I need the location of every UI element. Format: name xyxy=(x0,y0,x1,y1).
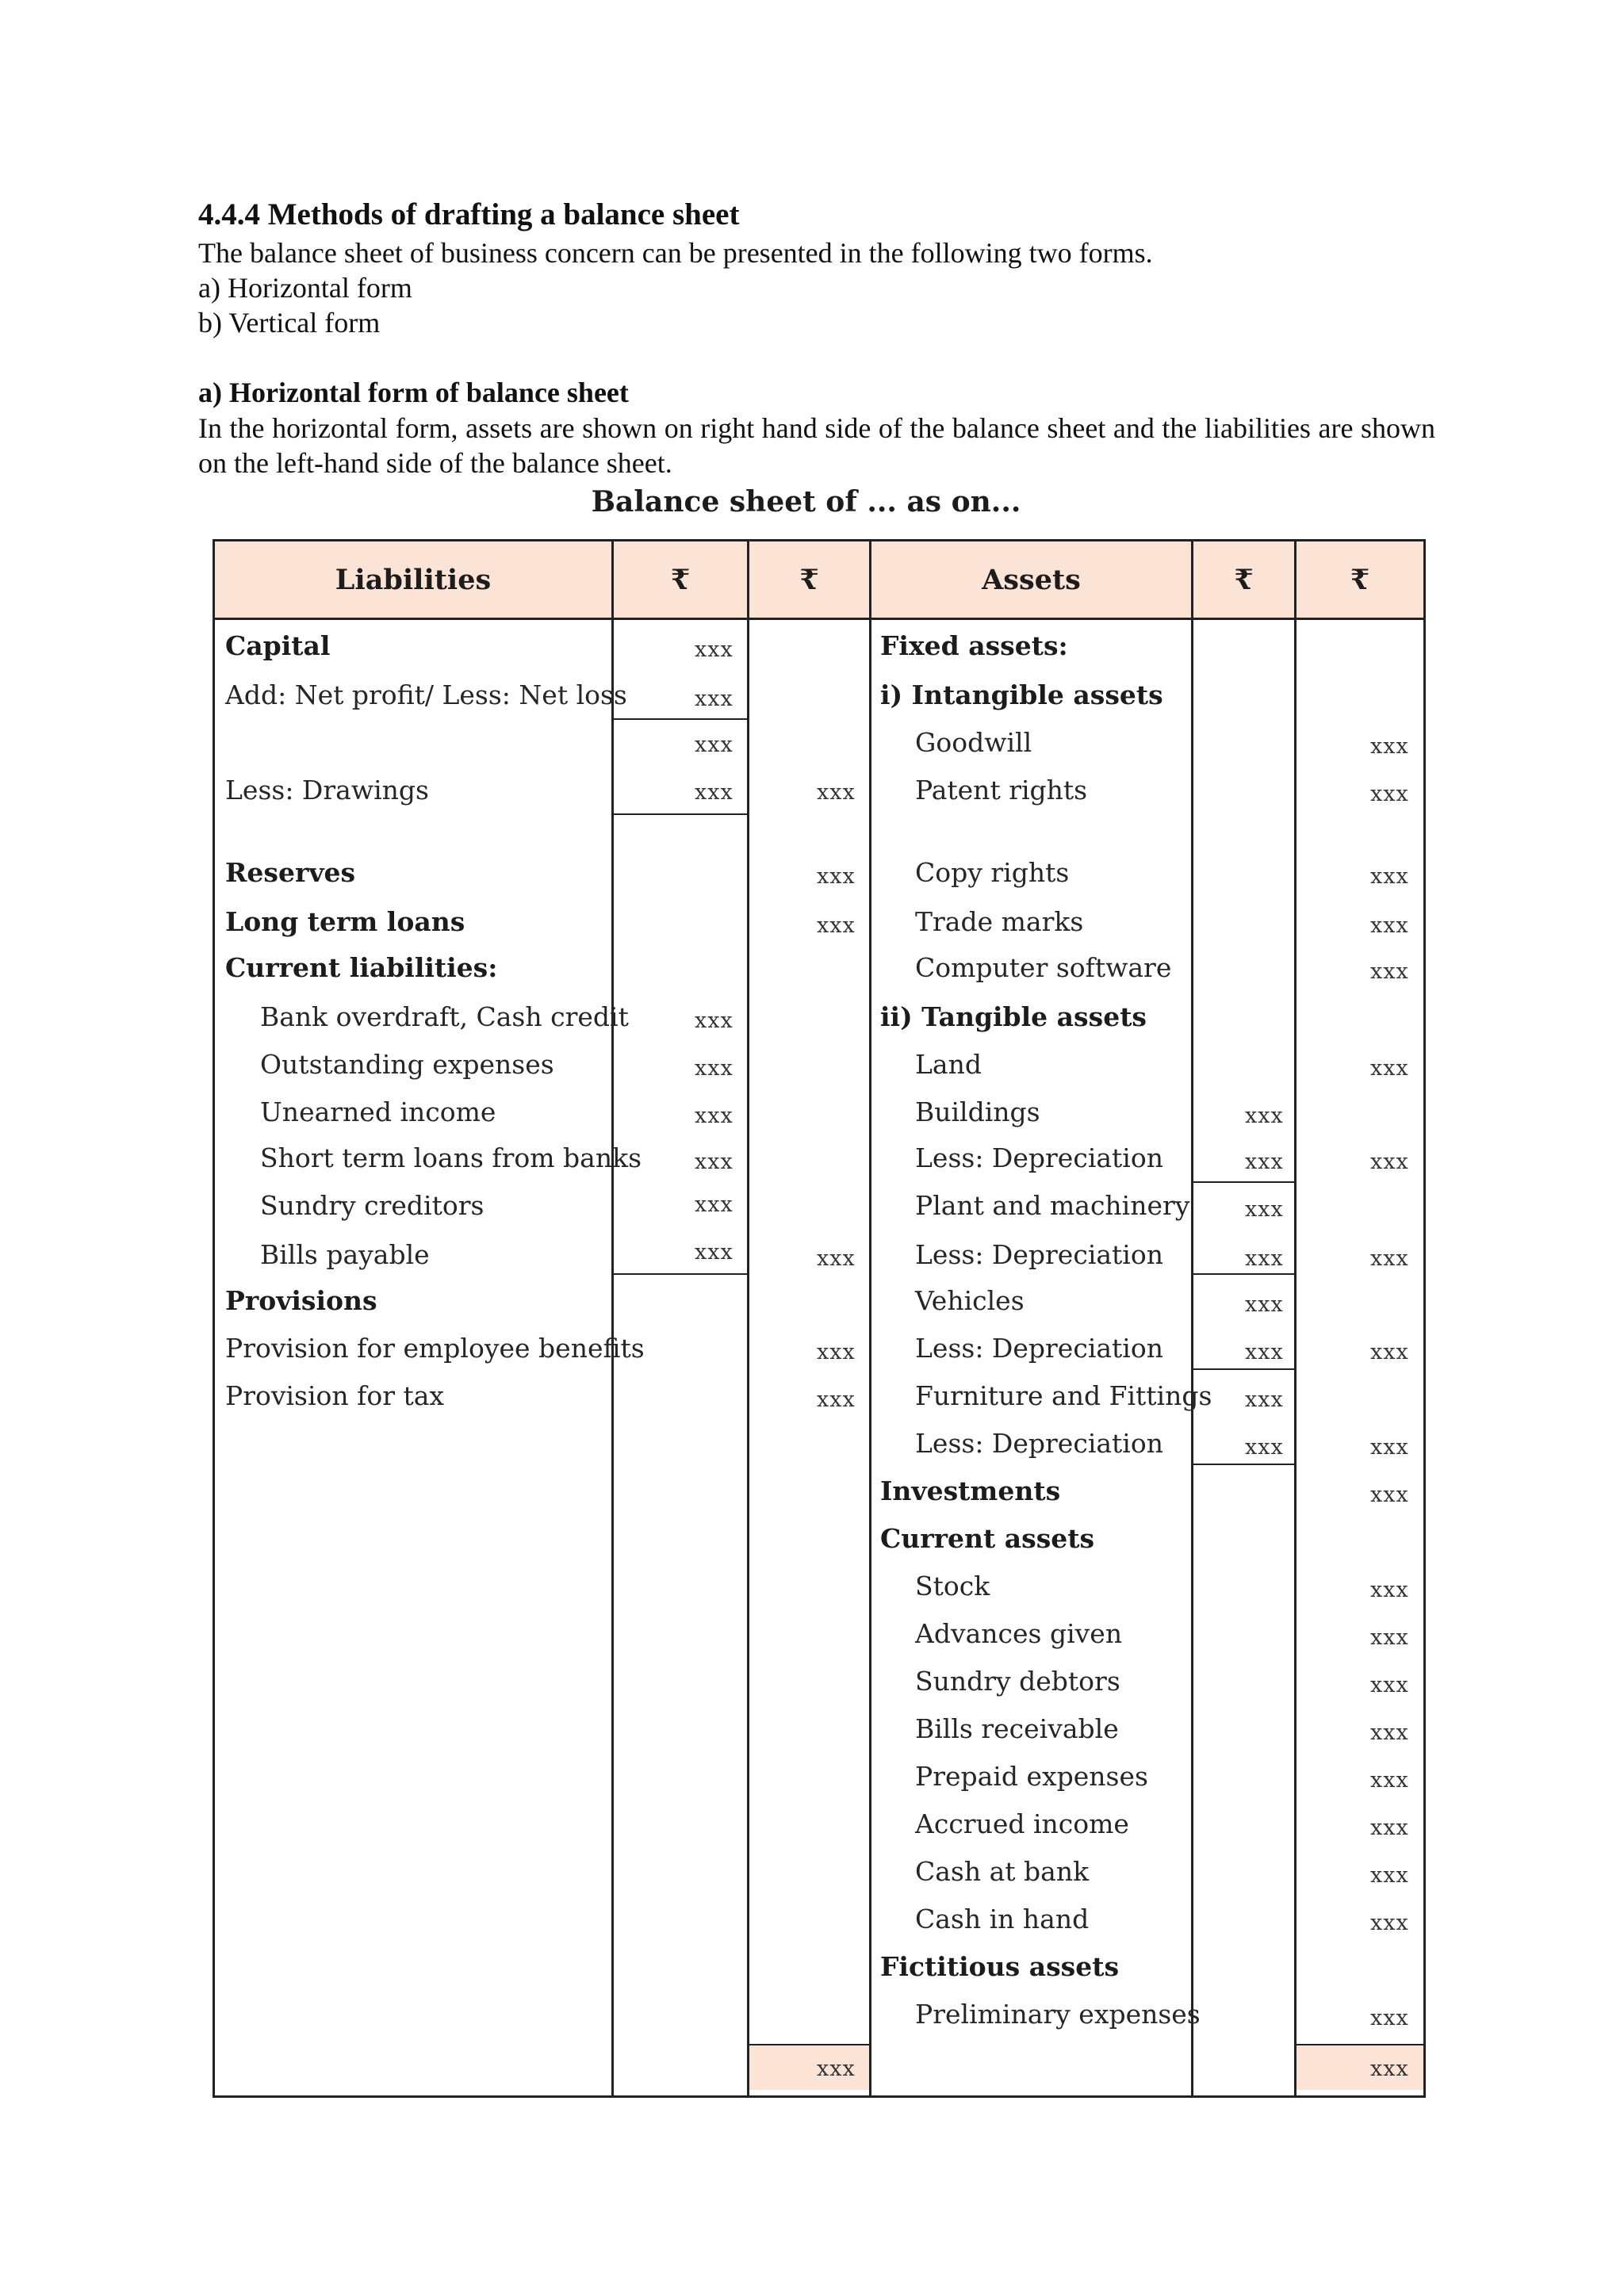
amount-placeholder: xxx xyxy=(695,1240,733,1265)
amount-placeholder: xxx xyxy=(817,1387,856,1412)
amount-placeholder: xxx xyxy=(1370,1911,1409,1935)
amount-placeholder: xxx xyxy=(1370,1625,1409,1650)
amount-placeholder: xxx xyxy=(1370,1720,1409,1745)
amount-placeholder: xxx xyxy=(817,780,856,805)
liability-label: Bills payable xyxy=(260,1239,430,1270)
amount-placeholder: xxx xyxy=(1370,1056,1409,1081)
asset-label: Patent rights xyxy=(915,775,1088,806)
amount-placeholder: xxx xyxy=(695,1008,733,1033)
amount-placeholder: xxx xyxy=(695,780,733,805)
amount-placeholder: xxx xyxy=(1370,782,1409,806)
total-rule xyxy=(1297,2044,1423,2045)
header-rupee-3: ₹ xyxy=(1191,539,1297,620)
amount-placeholder: xxx xyxy=(695,687,733,711)
amount-placeholder: xxx xyxy=(1245,1292,1284,1317)
asset-label: Less: Depreciation xyxy=(915,1239,1163,1270)
subtotal-rule xyxy=(1191,1181,1297,1183)
liability-label: Long term loans xyxy=(225,906,465,937)
description-paragraph: In the horizontal form, assets are shown on right hand side of the balance sheet and the liabilities are shown on the left-hand side of the balance sheet. xyxy=(198,412,1435,479)
subtotal-rule xyxy=(611,813,749,815)
liability-label: Less: Drawings xyxy=(225,775,429,806)
asset-label: Advances given xyxy=(915,1618,1123,1649)
asset-label: Less: Depreciation xyxy=(915,1428,1163,1459)
asset-label: Preliminary expenses xyxy=(915,1999,1201,2030)
amount-placeholder: xxx xyxy=(1370,864,1409,889)
amount-placeholder: xxx xyxy=(695,637,733,662)
subsection-heading: a) Horizontal form of balance sheet xyxy=(198,377,629,408)
liability-label: Add: Net profit/ Less: Net loss xyxy=(225,679,627,710)
asset-label: Fictitious assets xyxy=(880,1951,1120,1982)
liability-label: Provision for tax xyxy=(225,1380,445,1411)
liability-label: Current liabilities: xyxy=(225,952,498,983)
amount-placeholder: xxx xyxy=(695,1104,733,1128)
amount-placeholder: xxx xyxy=(1245,1246,1284,1271)
amount-placeholder: xxx xyxy=(1370,1816,1409,1840)
amount-placeholder: xxx xyxy=(817,864,856,889)
header-liabilities: Liabilities xyxy=(213,539,614,620)
subtotal-rule xyxy=(1191,1273,1297,1275)
asset-label: Cash at bank xyxy=(915,1856,1090,1887)
asset-label: Fixed assets: xyxy=(880,630,1068,661)
subtotal-rule xyxy=(611,718,749,720)
asset-label: Vehicles xyxy=(915,1285,1025,1316)
amount-placeholder: xxx xyxy=(1370,1340,1409,1364)
asset-label: Less: Depreciation xyxy=(915,1333,1163,1364)
header-rupee-4: ₹ xyxy=(1294,539,1426,620)
amount-placeholder: xxx xyxy=(1370,913,1409,938)
amount-placeholder: xxx xyxy=(1370,734,1409,759)
amount-placeholder: xxx xyxy=(1245,1197,1284,1222)
table-caption: Balance sheet of ... as on... xyxy=(591,485,1021,519)
asset-label: Goodwill xyxy=(915,727,1032,758)
asset-label: Stock xyxy=(915,1571,990,1601)
liability-label: Unearned income xyxy=(260,1096,496,1127)
subtotal-rule xyxy=(1191,1464,1297,1465)
amount-placeholder: xxx xyxy=(1370,1246,1409,1271)
balance-sheet-table xyxy=(213,539,1426,2098)
asset-label: Bills receivable xyxy=(915,1713,1119,1744)
total-rule xyxy=(749,2044,869,2045)
amount-placeholder: xxx xyxy=(695,1056,733,1081)
amount-placeholder: xxx xyxy=(1370,1768,1409,1793)
asset-label: Plant and machinery xyxy=(915,1190,1190,1221)
liability-label: Outstanding expenses xyxy=(260,1049,554,1080)
asset-label: Cash in hand xyxy=(915,1904,1090,1934)
amount-placeholder: xxx xyxy=(1370,1150,1409,1174)
header-rupee-2: ₹ xyxy=(747,539,871,620)
amount-placeholder: xxx xyxy=(817,1246,856,1271)
liability-label: Capital xyxy=(225,630,331,661)
amount-placeholder: xxx xyxy=(1370,1578,1409,1602)
header-assets: Assets xyxy=(869,539,1193,620)
liabilities-total: xxx xyxy=(817,2057,856,2081)
asset-label: Copy rights xyxy=(915,857,1070,888)
asset-label: Trade marks xyxy=(915,906,1084,937)
liability-label: Bank overdraft, Cash credit xyxy=(260,1001,629,1032)
liability-label: Reserves xyxy=(225,857,356,888)
asset-label: Buildings xyxy=(915,1096,1040,1127)
amount-placeholder: xxx xyxy=(1245,1340,1284,1364)
amount-placeholder: xxx xyxy=(1370,1673,1409,1697)
liability-label: Provision for employee benefits xyxy=(225,1333,645,1364)
liability-label: Sundry creditors xyxy=(260,1190,485,1221)
amount-placeholder: xxx xyxy=(817,913,856,938)
liability-label: Short term loans from banks xyxy=(260,1142,642,1173)
amount-placeholder: xxx xyxy=(1370,959,1409,984)
amount-placeholder: xxx xyxy=(695,1150,733,1174)
amount-placeholder: xxx xyxy=(1245,1104,1284,1128)
asset-label: Sundry debtors xyxy=(915,1666,1120,1697)
asset-label: Current assets xyxy=(880,1523,1095,1554)
amount-placeholder: xxx xyxy=(1370,1863,1409,1888)
section-heading: 4.4.4 Methods of drafting a balance sheet xyxy=(198,197,740,232)
assets-total: xxx xyxy=(1370,2057,1409,2081)
amount-placeholder: xxx xyxy=(1245,1150,1284,1174)
amount-placeholder: xxx xyxy=(695,733,733,757)
subtotal-rule xyxy=(611,1273,749,1275)
form-item-horizontal: a) Horizontal form xyxy=(198,272,412,304)
header-rupee-1: ₹ xyxy=(611,539,749,620)
intro-text: The balance sheet of business concern can be presented in the following two forms. xyxy=(198,237,1153,269)
amount-placeholder: xxx xyxy=(695,1192,733,1217)
form-item-vertical: b) Vertical form xyxy=(198,307,381,339)
asset-label: ii) Tangible assets xyxy=(880,1001,1147,1032)
asset-label: Computer software xyxy=(915,952,1172,983)
liability-label: Provisions xyxy=(225,1285,377,1316)
asset-label: Investments xyxy=(880,1475,1061,1506)
asset-label: i) Intangible assets xyxy=(880,679,1163,710)
amount-placeholder: xxx xyxy=(1370,1483,1409,1507)
asset-label: Accrued income xyxy=(915,1808,1129,1839)
amount-placeholder: xxx xyxy=(817,1340,856,1364)
asset-label: Furniture and Fittings xyxy=(915,1380,1212,1411)
amount-placeholder: xxx xyxy=(1370,1435,1409,1460)
asset-label: Less: Depreciation xyxy=(915,1142,1163,1173)
amount-placeholder: xxx xyxy=(1245,1387,1284,1412)
asset-label: Prepaid expenses xyxy=(915,1761,1148,1792)
amount-placeholder: xxx xyxy=(1370,2006,1409,2030)
asset-label: Land xyxy=(915,1049,982,1080)
amount-placeholder: xxx xyxy=(1245,1435,1284,1460)
subtotal-rule xyxy=(1191,1368,1297,1370)
